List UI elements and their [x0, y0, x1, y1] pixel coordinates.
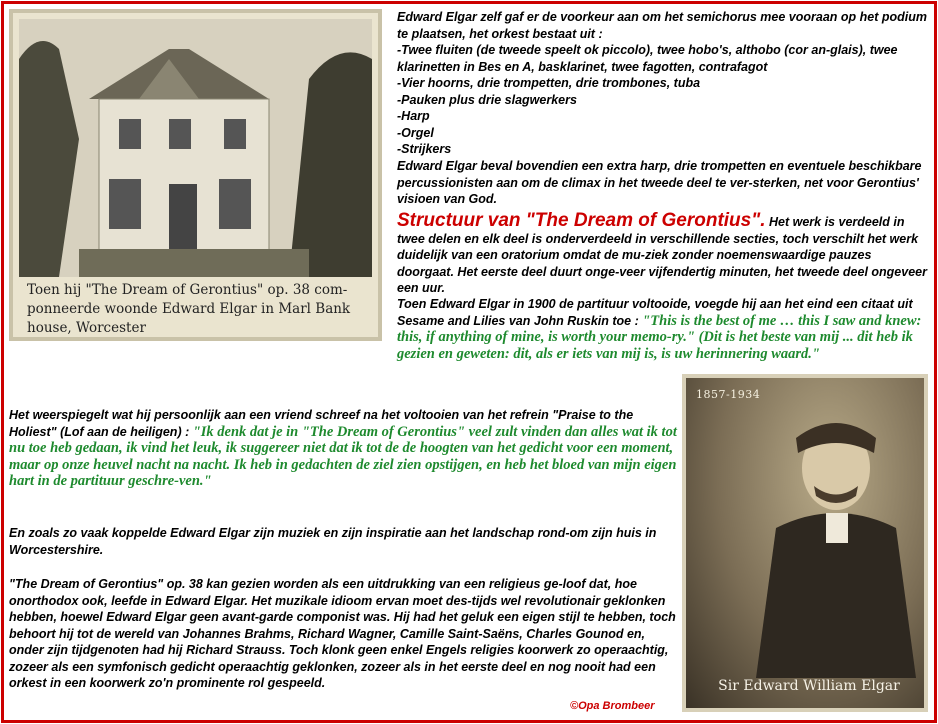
elgar-portrait	[682, 374, 928, 712]
house-illustration	[19, 19, 372, 277]
portrait-name: Sir Edward William Elgar	[718, 678, 900, 694]
portrait-illustration	[686, 378, 924, 708]
structure-heading: Structuur van "The Dream of Gerontius".	[397, 210, 766, 231]
ruskin-quote: "This is the best of me … this I saw and knew: this, if anything of mine, is worth your memo-ry." (Dit is het beste van mij ... dit heb ik gezien en geweten: dit, als er iets van mij is, is uw herinnering waard."	[397, 312, 922, 362]
ruskin-intro: Toen Edward Elgar in 1900 de partituur voltooide, voegde hij aan het eind een citaat uit Sesame and Lilies van John Ruskin toe :	[397, 297, 913, 328]
landscape-paragraph: En zoals zo vaak koppelde Edward Elgar zijn muziek en zijn inspiratie aan het landschap rond-om zijn huis in Worcestershire.	[9, 526, 657, 557]
instrument-item-4: -Harp	[397, 109, 430, 123]
instrument-item-3: -Pauken plus drie slagwerkers	[397, 93, 577, 107]
friend-paragraph	[9, 407, 677, 490]
house-caption: Toen hij "The Dream of Gerontius" op. 38 com-ponneerde woonde Edward Elgar in Marl Bank house, Worcester	[27, 282, 351, 336]
friend-intro: Het weerspiegelt wat hij persoonlijk aan een vriend schreef na het voltooien van het refrein "Praise to the Holiest" (Lof aan de heiligen) :	[9, 408, 634, 439]
religious-paragraph: "The Dream of Gerontius" op. 38 kan gezien worden als een uitdrukking van een religieus ge-loof dat, hoe onorthodox ook, leefde in Edward Elgar. Het muzikale idioom ervan moet des-tijds wel revolutionair geklonken hebben, hoewel Edward Elgar geen avant-garde componist was. Hij had het geluk een eigen stijl te hebben, toch behoort hij tot de wereld van Johannes Brahms, Richard Wagner, Camille Saint-Saëns, Charles Gounod en, onder zijn tijdgenoten had hij Richard Strauss. Toch klonk geen enkel Engels religies koorwerk zo operaachtig, zozeer als een symfonisch gedicht operaachtig geklonken, zozeer als in het eerste deel en nog nooit had een orkest in een koorwerk zo'n prominente rol gespeeld.	[9, 577, 676, 690]
structure-paragraph-body: werk is verdeeld in twee delen en elk deel is onderverdeeld in verschillende secties, toch verschilt het werk duidelijk van een oratorium omdat de mu-ziek zonder noemenswaardige pauzes doorgaat. Het eerste deel duurt onge-veer vijfendertig minuten, het tweede deel ongeveer een uur.	[397, 215, 927, 295]
instrument-item-1: -Twee fluiten (de tweede speelt ok piccolo), twee hobo's, althobo (cor an-glais), twee klarinetten in Bes en A, basklarinet, twee fagotten, contrafagot	[397, 43, 898, 74]
marl-bank-house-photo	[9, 9, 382, 341]
house-image	[19, 19, 372, 277]
portrait-years: 1857-1934	[696, 388, 761, 401]
structure-paragraph-start: Het	[765, 215, 790, 229]
intro-paragraph: Edward Elgar zelf gaf er de voorkeur aan om het semichorus mee vooraan op het podium te plaatsen, het orkest bestaat uit :	[397, 10, 927, 41]
ruskin-paragraph	[397, 296, 925, 362]
friend-quote: "Ik denk dat je in "The Dream of Gerontius" veel zult vinden dan alles wat ik tot nu toe heb gedaan, ik vind het leuk, ik suggereer niet dat ik tot de de hoogten van het gedicht voor een moment, maar op onze heuvel nacht na nacht. Ik heb in gedachten de ziel zien opstijgen, en heb het bloed van mijn eigen hart in de partituur geschre-ven."	[9, 423, 677, 489]
instrument-item-2: -Vier hoorns, drie trompetten, drie trombones, tuba	[397, 76, 701, 90]
extra-instruments-paragraph: Edward Elgar beval bovendien een extra harp, drie trompetten en eventuele beschikbare percussionisten aan om de climax in het tweede deel te ver-sterken, net voor Gerontius' visioen van God.	[397, 159, 922, 206]
structure-paragraph	[397, 210, 927, 297]
instrument-item-5: -Orgel	[397, 126, 434, 140]
copyright-signature: ©Opa Brombeer	[570, 700, 655, 712]
instrument-item-6: -Strijkers	[397, 142, 452, 156]
